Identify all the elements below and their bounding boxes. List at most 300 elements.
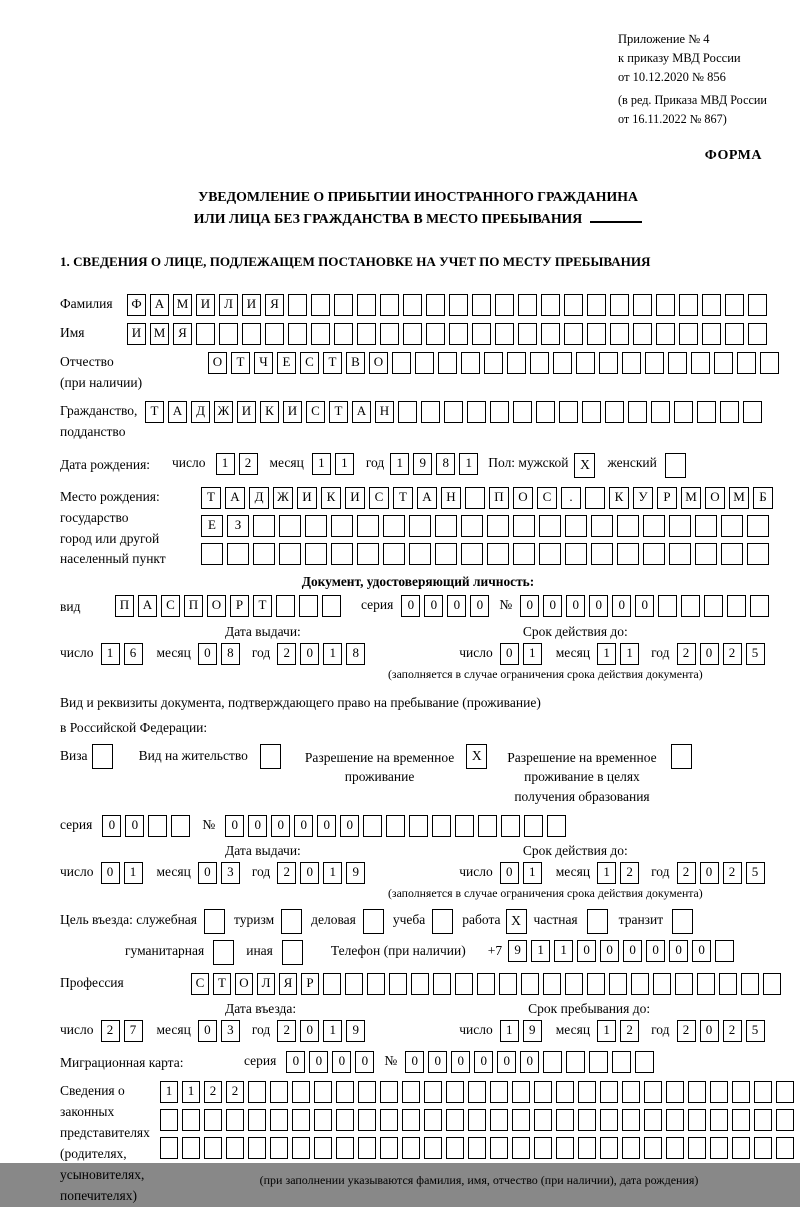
char-cell[interactable] xyxy=(409,543,431,565)
char-cell[interactable]: 9 xyxy=(346,862,365,884)
char-cell[interactable] xyxy=(547,815,566,837)
char-cell[interactable] xyxy=(487,543,509,565)
char-cell[interactable] xyxy=(704,595,723,617)
char-cell[interactable]: О xyxy=(208,352,227,374)
char-cell[interactable] xyxy=(534,1137,552,1159)
char-cell[interactable] xyxy=(635,1051,654,1073)
char-cell[interactable]: 0 xyxy=(286,1051,305,1073)
char-cell[interactable] xyxy=(288,294,307,316)
char-cell[interactable]: И xyxy=(196,294,215,316)
char-cell[interactable] xyxy=(688,1081,706,1103)
char-cell[interactable] xyxy=(424,1137,442,1159)
char-cell[interactable] xyxy=(468,1137,486,1159)
char-cell[interactable] xyxy=(477,973,495,995)
char-cell[interactable]: 1 xyxy=(335,453,354,475)
char-cell[interactable]: 0 xyxy=(340,815,359,837)
char-cell[interactable] xyxy=(426,294,445,316)
char-cell[interactable]: . xyxy=(561,487,581,509)
char-cell[interactable] xyxy=(521,973,539,995)
char-cell[interactable]: С xyxy=(191,973,209,995)
char-cell[interactable] xyxy=(747,543,769,565)
char-cell[interactable] xyxy=(424,1081,442,1103)
char-cell[interactable]: И xyxy=(237,401,256,423)
char-cell[interactable]: Т xyxy=(201,487,221,509)
char-cell[interactable] xyxy=(432,815,451,837)
char-cell[interactable] xyxy=(380,1081,398,1103)
char-cell[interactable] xyxy=(530,352,549,374)
char-cell[interactable] xyxy=(358,1109,376,1131)
char-cell[interactable]: 1 xyxy=(554,940,573,962)
char-cell[interactable] xyxy=(276,595,295,617)
char-cell[interactable]: П xyxy=(184,595,203,617)
char-cell[interactable]: И xyxy=(127,323,146,345)
char-cell[interactable]: 0 xyxy=(294,815,313,837)
char-cell[interactable]: 2 xyxy=(277,1020,296,1042)
char-cell[interactable] xyxy=(421,401,440,423)
char-cell[interactable]: Ф xyxy=(127,294,146,316)
char-cell[interactable]: 0 xyxy=(447,595,466,617)
char-cell[interactable] xyxy=(566,1051,585,1073)
char-cell[interactable] xyxy=(675,973,693,995)
char-cell[interactable]: Ч xyxy=(254,352,273,374)
char-cell[interactable]: 0 xyxy=(355,1051,374,1073)
char-cell[interactable] xyxy=(556,1137,574,1159)
char-cell[interactable] xyxy=(578,1081,596,1103)
char-cell[interactable]: 0 xyxy=(101,862,120,884)
char-cell[interactable]: 0 xyxy=(198,1020,217,1042)
char-cell[interactable]: 0 xyxy=(332,1051,351,1073)
char-cell[interactable] xyxy=(617,543,639,565)
char-cell[interactable]: 2 xyxy=(677,1020,696,1042)
char-cell[interactable] xyxy=(201,543,223,565)
char-cell[interactable] xyxy=(403,294,422,316)
char-cell[interactable]: Я xyxy=(279,973,297,995)
char-cell[interactable] xyxy=(248,1137,266,1159)
char-cell[interactable] xyxy=(314,1137,332,1159)
char-cell[interactable] xyxy=(461,352,480,374)
char-cell[interactable] xyxy=(311,294,330,316)
char-cell[interactable]: 0 xyxy=(309,1051,328,1073)
char-cell[interactable] xyxy=(270,1137,288,1159)
char-cell[interactable] xyxy=(691,352,710,374)
char-cell[interactable] xyxy=(524,815,543,837)
char-cell[interactable] xyxy=(383,515,405,537)
char-cell[interactable]: О xyxy=(235,973,253,995)
char-cell[interactable] xyxy=(305,515,327,537)
char-cell[interactable]: С xyxy=(537,487,557,509)
char-cell[interactable] xyxy=(446,1137,464,1159)
char-cell[interactable] xyxy=(279,515,301,537)
char-cell[interactable] xyxy=(600,1081,618,1103)
char-cell[interactable] xyxy=(292,1081,310,1103)
char-cell[interactable] xyxy=(367,973,385,995)
char-cell[interactable] xyxy=(681,595,700,617)
char-cell[interactable] xyxy=(226,1109,244,1131)
char-cell[interactable] xyxy=(543,973,561,995)
char-cell[interactable] xyxy=(219,323,238,345)
char-cell[interactable] xyxy=(656,294,675,316)
char-cell[interactable]: 0 xyxy=(225,815,244,837)
char-cell[interactable]: 8 xyxy=(346,643,365,665)
char-cell[interactable] xyxy=(732,1137,750,1159)
char-cell[interactable]: 0 xyxy=(669,940,688,962)
char-cell[interactable] xyxy=(358,1081,376,1103)
sex-female-checkbox[interactable] xyxy=(665,453,686,478)
char-cell[interactable] xyxy=(512,1109,530,1131)
char-cell[interactable] xyxy=(270,1109,288,1131)
char-cell[interactable]: 0 xyxy=(700,862,719,884)
char-cell[interactable]: 0 xyxy=(600,940,619,962)
char-cell[interactable]: 2 xyxy=(723,862,742,884)
char-cell[interactable] xyxy=(465,487,485,509)
char-cell[interactable] xyxy=(336,1109,354,1131)
char-cell[interactable] xyxy=(279,543,301,565)
char-cell[interactable]: Е xyxy=(201,515,223,537)
char-cell[interactable]: Л xyxy=(257,973,275,995)
char-cell[interactable] xyxy=(669,515,691,537)
char-cell[interactable]: 1 xyxy=(312,453,331,475)
char-cell[interactable] xyxy=(750,595,769,617)
char-cell[interactable] xyxy=(612,1051,631,1073)
char-cell[interactable] xyxy=(622,1137,640,1159)
char-cell[interactable] xyxy=(534,1081,552,1103)
char-cell[interactable]: Е xyxy=(277,352,296,374)
sex-male-checkbox[interactable]: X xyxy=(574,453,595,478)
purpose-transit-checkbox[interactable] xyxy=(672,909,693,934)
char-cell[interactable] xyxy=(411,973,429,995)
char-cell[interactable] xyxy=(741,973,759,995)
char-cell[interactable]: 2 xyxy=(101,1020,120,1042)
char-cell[interactable] xyxy=(727,595,746,617)
char-cell[interactable] xyxy=(534,1109,552,1131)
purpose-work-checkbox[interactable]: X xyxy=(506,909,527,934)
char-cell[interactable]: 0 xyxy=(125,815,144,837)
char-cell[interactable]: 0 xyxy=(497,1051,516,1073)
char-cell[interactable] xyxy=(345,973,363,995)
char-cell[interactable] xyxy=(541,294,560,316)
char-cell[interactable] xyxy=(490,1109,508,1131)
char-cell[interactable] xyxy=(334,294,353,316)
char-cell[interactable]: М xyxy=(150,323,169,345)
char-cell[interactable]: 2 xyxy=(723,643,742,665)
char-cell[interactable] xyxy=(732,1109,750,1131)
char-cell[interactable] xyxy=(513,543,535,565)
char-cell[interactable] xyxy=(576,352,595,374)
char-cell[interactable] xyxy=(487,515,509,537)
char-cell[interactable] xyxy=(403,323,422,345)
char-cell[interactable] xyxy=(435,543,457,565)
char-cell[interactable]: Ж xyxy=(273,487,293,509)
char-cell[interactable]: 0 xyxy=(451,1051,470,1073)
char-cell[interactable]: Б xyxy=(753,487,773,509)
char-cell[interactable] xyxy=(754,1081,772,1103)
char-cell[interactable] xyxy=(270,1081,288,1103)
char-cell[interactable] xyxy=(617,515,639,537)
char-cell[interactable] xyxy=(468,1109,486,1131)
char-cell[interactable]: 9 xyxy=(523,1020,542,1042)
char-cell[interactable] xyxy=(702,294,721,316)
char-cell[interactable] xyxy=(226,1137,244,1159)
char-cell[interactable]: А xyxy=(225,487,245,509)
char-cell[interactable]: 2 xyxy=(677,862,696,884)
char-cell[interactable]: 0 xyxy=(623,940,642,962)
char-cell[interactable] xyxy=(182,1109,200,1131)
char-cell[interactable] xyxy=(643,543,665,565)
char-cell[interactable]: 2 xyxy=(226,1081,244,1103)
char-cell[interactable] xyxy=(461,515,483,537)
purpose-study-checkbox[interactable] xyxy=(432,909,453,934)
char-cell[interactable]: М xyxy=(173,294,192,316)
char-cell[interactable] xyxy=(776,1137,794,1159)
char-cell[interactable] xyxy=(288,323,307,345)
char-cell[interactable]: Т xyxy=(393,487,413,509)
char-cell[interactable]: 1 xyxy=(216,453,235,475)
char-cell[interactable] xyxy=(644,1137,662,1159)
char-cell[interactable]: К xyxy=(260,401,279,423)
char-cell[interactable] xyxy=(495,323,514,345)
char-cell[interactable]: 0 xyxy=(198,643,217,665)
char-cell[interactable] xyxy=(402,1081,420,1103)
char-cell[interactable] xyxy=(556,1109,574,1131)
char-cell[interactable]: 2 xyxy=(277,643,296,665)
char-cell[interactable] xyxy=(748,294,767,316)
char-cell[interactable] xyxy=(587,294,606,316)
char-cell[interactable] xyxy=(415,352,434,374)
char-cell[interactable] xyxy=(763,973,781,995)
char-cell[interactable] xyxy=(748,323,767,345)
char-cell[interactable]: 1 xyxy=(597,643,616,665)
char-cell[interactable] xyxy=(499,973,517,995)
char-cell[interactable] xyxy=(565,543,587,565)
char-cell[interactable] xyxy=(380,1109,398,1131)
char-cell[interactable] xyxy=(507,352,526,374)
char-cell[interactable]: С xyxy=(369,487,389,509)
char-cell[interactable] xyxy=(656,323,675,345)
char-cell[interactable]: 1 xyxy=(531,940,550,962)
char-cell[interactable] xyxy=(585,487,605,509)
residence-permit-checkbox[interactable] xyxy=(260,744,281,769)
char-cell[interactable]: 1 xyxy=(620,643,639,665)
char-cell[interactable]: 3 xyxy=(221,862,240,884)
char-cell[interactable]: К xyxy=(321,487,341,509)
char-cell[interactable]: 9 xyxy=(508,940,527,962)
char-cell[interactable] xyxy=(518,294,537,316)
char-cell[interactable]: 5 xyxy=(746,1020,765,1042)
char-cell[interactable] xyxy=(679,294,698,316)
char-cell[interactable]: У xyxy=(633,487,653,509)
char-cell[interactable] xyxy=(160,1109,178,1131)
purpose-private-checkbox[interactable] xyxy=(587,909,608,934)
char-cell[interactable] xyxy=(455,973,473,995)
char-cell[interactable] xyxy=(714,352,733,374)
char-cell[interactable] xyxy=(227,543,249,565)
char-cell[interactable] xyxy=(710,1137,728,1159)
char-cell[interactable]: Т xyxy=(231,352,250,374)
char-cell[interactable] xyxy=(402,1109,420,1131)
char-cell[interactable]: З xyxy=(227,515,249,537)
char-cell[interactable]: 3 xyxy=(221,1020,240,1042)
char-cell[interactable] xyxy=(628,401,647,423)
char-cell[interactable]: И xyxy=(345,487,365,509)
char-cell[interactable] xyxy=(643,515,665,537)
purpose-tourism-checkbox[interactable] xyxy=(281,909,302,934)
char-cell[interactable]: 0 xyxy=(102,815,121,837)
char-cell[interactable] xyxy=(253,543,275,565)
char-cell[interactable] xyxy=(292,1137,310,1159)
char-cell[interactable] xyxy=(582,401,601,423)
char-cell[interactable] xyxy=(357,543,379,565)
char-cell[interactable] xyxy=(490,401,509,423)
char-cell[interactable]: И xyxy=(297,487,317,509)
char-cell[interactable] xyxy=(323,973,341,995)
char-cell[interactable] xyxy=(478,815,497,837)
char-cell[interactable] xyxy=(747,515,769,537)
char-cell[interactable]: 0 xyxy=(248,815,267,837)
char-cell[interactable]: Д xyxy=(249,487,269,509)
char-cell[interactable] xyxy=(484,352,503,374)
char-cell[interactable] xyxy=(182,1137,200,1159)
char-cell[interactable] xyxy=(380,323,399,345)
char-cell[interactable] xyxy=(651,401,670,423)
char-cell[interactable]: 0 xyxy=(474,1051,493,1073)
char-cell[interactable] xyxy=(666,1081,684,1103)
char-cell[interactable]: 7 xyxy=(124,1020,143,1042)
char-cell[interactable]: Р xyxy=(301,973,319,995)
char-cell[interactable] xyxy=(248,1109,266,1131)
char-cell[interactable]: 0 xyxy=(520,1051,539,1073)
char-cell[interactable]: О xyxy=(705,487,725,509)
char-cell[interactable] xyxy=(564,323,583,345)
char-cell[interactable] xyxy=(688,1137,706,1159)
char-cell[interactable]: Т xyxy=(145,401,164,423)
char-cell[interactable]: 2 xyxy=(620,1020,639,1042)
char-cell[interactable] xyxy=(472,323,491,345)
char-cell[interactable] xyxy=(389,973,407,995)
char-cell[interactable]: Л xyxy=(219,294,238,316)
char-cell[interactable]: 0 xyxy=(646,940,665,962)
char-cell[interactable] xyxy=(386,815,405,837)
char-cell[interactable] xyxy=(424,1109,442,1131)
char-cell[interactable]: 1 xyxy=(500,1020,519,1042)
char-cell[interactable] xyxy=(556,1081,574,1103)
char-cell[interactable] xyxy=(402,1137,420,1159)
char-cell[interactable] xyxy=(512,1081,530,1103)
char-cell[interactable]: 0 xyxy=(428,1051,447,1073)
char-cell[interactable]: 0 xyxy=(566,595,585,617)
char-cell[interactable]: 9 xyxy=(413,453,432,475)
char-cell[interactable]: А xyxy=(417,487,437,509)
char-cell[interactable] xyxy=(589,1051,608,1073)
char-cell[interactable] xyxy=(444,401,463,423)
char-cell[interactable]: Я xyxy=(265,294,284,316)
char-cell[interactable] xyxy=(644,1081,662,1103)
char-cell[interactable]: 1 xyxy=(523,862,542,884)
char-cell[interactable] xyxy=(721,515,743,537)
char-cell[interactable] xyxy=(426,323,445,345)
temp-residence-checkbox[interactable]: X xyxy=(466,744,487,769)
char-cell[interactable]: 1 xyxy=(390,453,409,475)
char-cell[interactable] xyxy=(605,401,624,423)
char-cell[interactable]: Н xyxy=(441,487,461,509)
char-cell[interactable]: 6 xyxy=(124,643,143,665)
char-cell[interactable] xyxy=(438,352,457,374)
char-cell[interactable]: К xyxy=(609,487,629,509)
char-cell[interactable]: И xyxy=(242,294,261,316)
char-cell[interactable]: 0 xyxy=(700,1020,719,1042)
char-cell[interactable]: 0 xyxy=(424,595,443,617)
char-cell[interactable] xyxy=(591,543,613,565)
char-cell[interactable]: 0 xyxy=(520,595,539,617)
purpose-humanitarian-checkbox[interactable] xyxy=(213,940,234,965)
char-cell[interactable] xyxy=(383,543,405,565)
char-cell[interactable] xyxy=(622,1109,640,1131)
char-cell[interactable]: О xyxy=(207,595,226,617)
char-cell[interactable]: Т xyxy=(253,595,272,617)
char-cell[interactable]: П xyxy=(489,487,509,509)
char-cell[interactable]: 0 xyxy=(700,643,719,665)
char-cell[interactable] xyxy=(543,1051,562,1073)
char-cell[interactable] xyxy=(609,973,627,995)
char-cell[interactable] xyxy=(472,294,491,316)
char-cell[interactable] xyxy=(311,323,330,345)
char-cell[interactable] xyxy=(541,323,560,345)
char-cell[interactable] xyxy=(292,1109,310,1131)
char-cell[interactable]: С xyxy=(306,401,325,423)
char-cell[interactable]: А xyxy=(138,595,157,617)
char-cell[interactable] xyxy=(495,294,514,316)
char-cell[interactable] xyxy=(669,543,691,565)
purpose-other-checkbox[interactable] xyxy=(282,940,303,965)
char-cell[interactable] xyxy=(668,352,687,374)
char-cell[interactable]: 1 xyxy=(459,453,478,475)
visa-checkbox[interactable] xyxy=(92,744,113,769)
char-cell[interactable] xyxy=(539,543,561,565)
char-cell[interactable]: 0 xyxy=(470,595,489,617)
char-cell[interactable]: 2 xyxy=(239,453,258,475)
char-cell[interactable] xyxy=(204,1109,222,1131)
char-cell[interactable] xyxy=(715,940,734,962)
char-cell[interactable]: 0 xyxy=(300,862,319,884)
char-cell[interactable]: А xyxy=(352,401,371,423)
char-cell[interactable] xyxy=(725,294,744,316)
char-cell[interactable] xyxy=(449,323,468,345)
char-cell[interactable] xyxy=(760,352,779,374)
char-cell[interactable]: 0 xyxy=(589,595,608,617)
char-cell[interactable]: 5 xyxy=(746,643,765,665)
char-cell[interactable] xyxy=(518,323,537,345)
char-cell[interactable] xyxy=(336,1081,354,1103)
char-cell[interactable]: 2 xyxy=(277,862,296,884)
char-cell[interactable] xyxy=(446,1109,464,1131)
char-cell[interactable]: Т xyxy=(213,973,231,995)
char-cell[interactable]: 1 xyxy=(124,862,143,884)
char-cell[interactable] xyxy=(679,323,698,345)
char-cell[interactable] xyxy=(564,294,583,316)
char-cell[interactable] xyxy=(449,294,468,316)
char-cell[interactable]: 1 xyxy=(597,1020,616,1042)
char-cell[interactable] xyxy=(578,1137,596,1159)
char-cell[interactable] xyxy=(725,323,744,345)
char-cell[interactable]: О xyxy=(513,487,533,509)
char-cell[interactable] xyxy=(357,515,379,537)
char-cell[interactable] xyxy=(695,543,717,565)
char-cell[interactable] xyxy=(695,515,717,537)
purpose-business-checkbox[interactable] xyxy=(363,909,384,934)
char-cell[interactable] xyxy=(160,1137,178,1159)
char-cell[interactable] xyxy=(512,1137,530,1159)
char-cell[interactable] xyxy=(148,815,167,837)
char-cell[interactable] xyxy=(633,323,652,345)
